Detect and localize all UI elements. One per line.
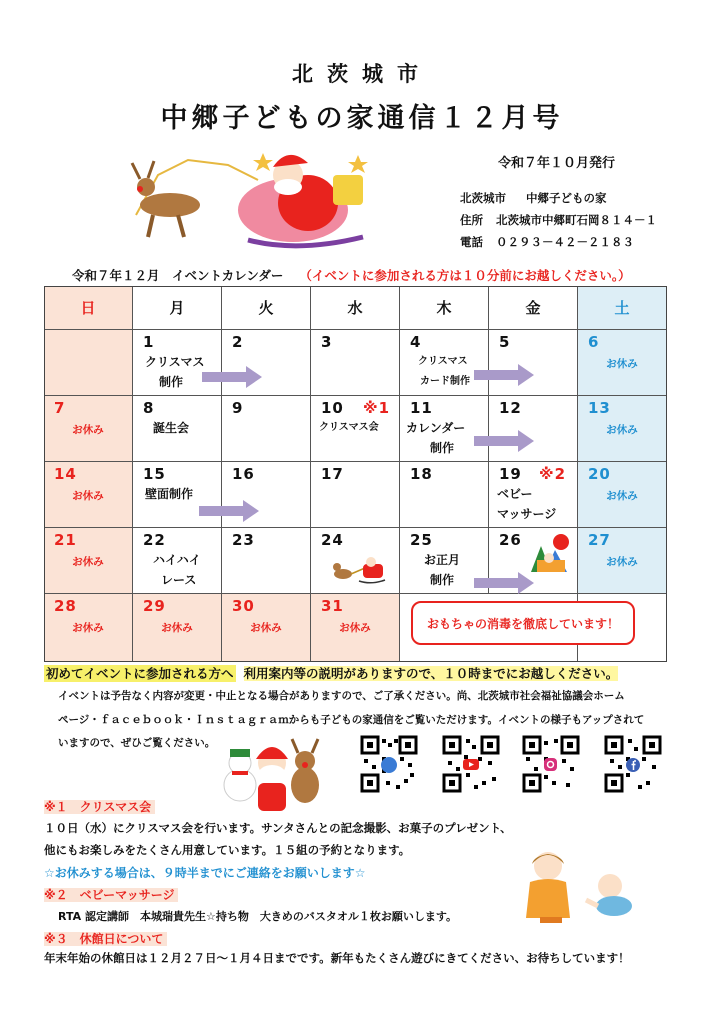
weekday-sun: 日 (44, 286, 133, 330)
day-cell-24: 24 (311, 528, 400, 594)
day-cell-11: 11 カレンダー 制作 (400, 396, 489, 462)
day-cell-4: 4 クリスマス カード制作 (400, 330, 489, 396)
day-cell-30: 30 お休み (222, 594, 311, 662)
issue-date: 令和７年１０月発行 (498, 156, 616, 171)
day-cell-22: 22 ハイハイ レース (133, 528, 222, 594)
santa-sleigh-icon (331, 554, 387, 586)
santa-sleigh-illustration (118, 145, 373, 260)
first-time-notice: 初めてイベントに参加される方へ 利用案内等の説明がありますので、１０時までにお越しください。 (46, 666, 619, 681)
day-cell-17: 17 (311, 462, 400, 528)
day-cell-10: 10 ※1 クリスマス会 (311, 396, 400, 462)
day-cell-31: 31 お休み (311, 594, 400, 662)
day-cell-7: 7 お休み (44, 396, 133, 462)
info-paragraph-line1: イベントは予告なく内容が変更・中止となる場合がありますので、ご了承ください。尚、北茨城市社会福祉協議会ホーム (58, 690, 625, 702)
day-cell-empty (44, 330, 133, 396)
mother-baby-illustration (510, 848, 640, 928)
day-cell-6: 6 お休み (578, 330, 667, 396)
facebook-qr-icon[interactable] (604, 735, 662, 793)
weekday-tue: 火 (222, 286, 311, 330)
arrow-right-icon (474, 430, 534, 452)
sns-qr-icon[interactable] (360, 735, 418, 793)
note3-heading: ※３ 休館日について (44, 930, 167, 947)
day-cell-1: 1 クリスマス 制作 (133, 330, 222, 396)
day-cell-13: 13 お休み (578, 396, 667, 462)
calendar-heading: 令和７年１２月 イベントカレンダー （イベントに参加される方は１０分前にお越しください。） (72, 268, 631, 283)
day-cell-28: 28 お休み (44, 594, 133, 662)
day-cell-26: 26 (489, 528, 578, 594)
day-cell-15: 15 壁面制作 (133, 462, 222, 528)
weekday-fri: 金 (489, 286, 578, 330)
arrow-right-icon (474, 572, 534, 594)
day-cell-3: 3 (311, 330, 400, 396)
day-cell-29: 29 お休み (133, 594, 222, 662)
weekday-thu: 木 (400, 286, 489, 330)
instagram-qr-icon[interactable] (522, 735, 580, 793)
day-cell-5: 5 (489, 330, 578, 396)
city-name: 北茨城市 (292, 62, 432, 86)
day-cell-16: 16 (222, 462, 311, 528)
note1-text-line2: 他にもお楽しみをたくさん用意しています。１５組の予約となります。 (44, 843, 411, 857)
day-cell-12: 12 (489, 396, 578, 462)
christmas-characters-illustration (220, 735, 325, 815)
day-cell-18: 18 (400, 462, 489, 528)
address-line: 住所 北茨城市中郷町石岡８１４－１ (460, 213, 657, 227)
phone-line: 電話 ０２９３－４２－２１８３ (460, 235, 634, 249)
weekday-wed: 水 (311, 286, 400, 330)
note3-text: 年末年始の休館日は１２月２７日～１月４日までです。新年もたくさん遊びにきてください、お待ちしています！ (44, 951, 630, 965)
day-cell-23: 23 (222, 528, 311, 594)
new-year-decoration-icon (527, 532, 575, 576)
note2-heading: ※２ ベビーマッサージ (44, 886, 178, 903)
day-cell-19: 19 ※2 ベビー マッサージ (489, 462, 578, 528)
day-cell-27: 27 お休み (578, 528, 667, 594)
info-paragraph-line2: ページ・ｆａｃｅｂｏｏｋ・Ｉｎｓｔａｇｒａｍからも子どもの家通信をご覧いただけます。イベントの様子もアップされて (58, 714, 645, 726)
day-cell-21: 21 お休み (44, 528, 133, 594)
organization-line: 北茨城市 中郷子どもの家 (460, 191, 607, 205)
arrow-right-icon (199, 500, 259, 522)
day-cell-9: 9 (222, 396, 311, 462)
note1-heading: ※１ クリスマス会 (44, 798, 155, 815)
youtube-qr-icon[interactable] (442, 735, 500, 793)
day-cell-8: 8 誕生会 (133, 396, 222, 462)
weekday-mon: 月 (133, 286, 222, 330)
note1-text-line1: １０日（水）にクリスマス会を行います。サンタさんとの記念撮影、お菓子のプレゼント、 (44, 821, 512, 835)
arrow-right-icon (474, 364, 534, 386)
arrow-right-icon (202, 366, 262, 388)
day-cell-14: 14 お休み (44, 462, 133, 528)
newsletter-title: 中郷子どもの家通信１２月号 (160, 103, 564, 134)
arrival-note: （イベントに参加される方は１０分前にお越しください。） (299, 268, 631, 283)
day-cell-25: 25 お正月 制作 (400, 528, 489, 594)
info-paragraph-line3: いますので、ぜひご覧ください。 (58, 737, 216, 749)
weekday-sat: 土 (578, 286, 667, 330)
day-cell-20: 20 お休み (578, 462, 667, 528)
note2-text: RTA 認定講師 本城瑞貴先生☆持ち物 大きめのバスタオル１枚お願いします。 (58, 910, 457, 923)
absence-contact-notice: ☆お休みする場合は、９時半までにご連絡をお願いします☆ (44, 866, 366, 880)
toy-disinfection-notice: おもちゃの消毒を徹底しています！ (411, 601, 635, 645)
day-cell-2: 2 (222, 330, 311, 396)
